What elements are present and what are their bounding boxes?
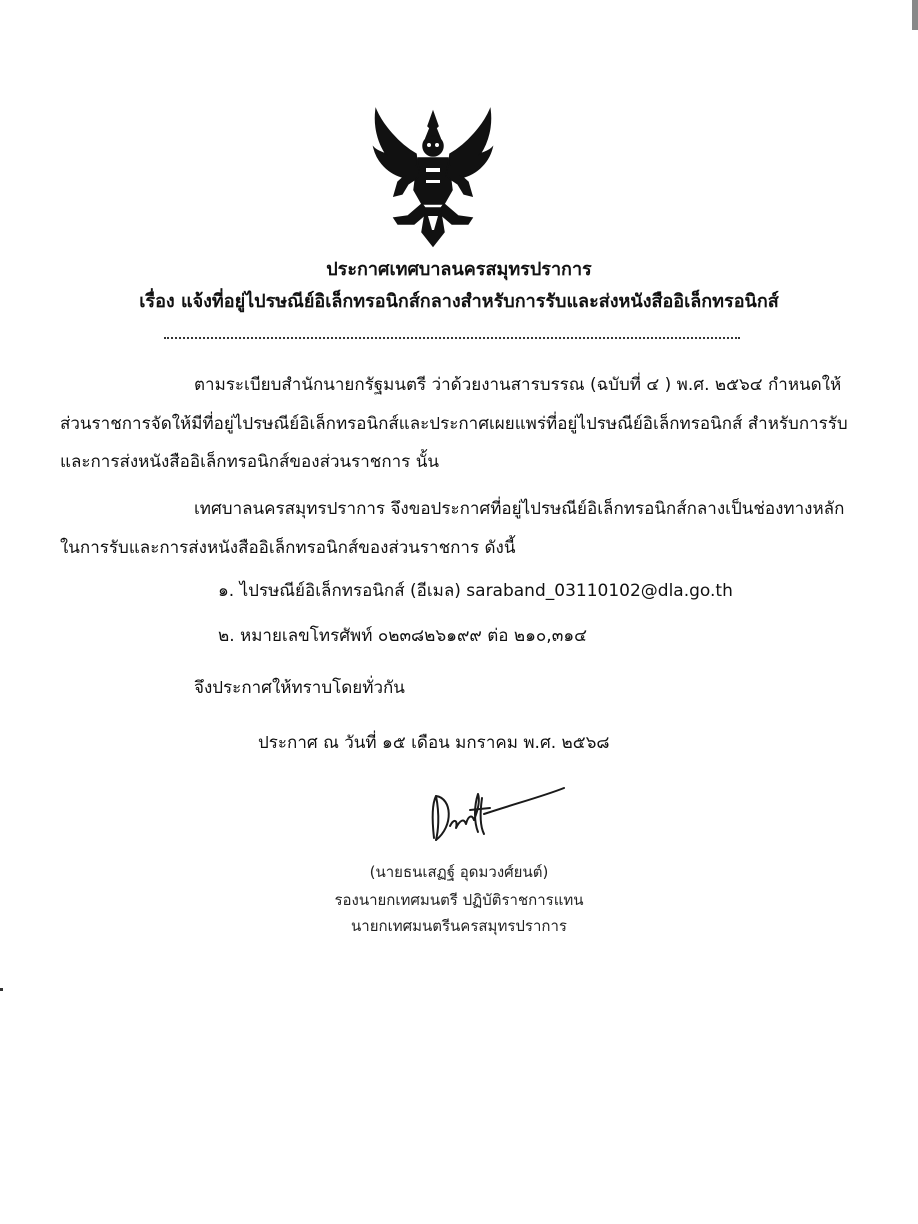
handwritten-signature — [424, 786, 574, 856]
dotted-divider — [164, 337, 740, 339]
scan-edge-shadow — [912, 0, 918, 30]
announcement-title: ประกาศเทศบาลนครสมุทรปราการ — [326, 259, 592, 280]
paragraph-1-line-1: ตามระเบียบสำนักนายกรัฐมนตรี ว่าด้วยงานสารบรรณ (ฉบับที่ ๔ ) พ.ศ. ๒๕๖๔ กำหนดให้ — [194, 375, 842, 395]
paragraph-2-line-2: ในการรับและการส่งหนังสืออิเล็กทรอนิกส์ของส่วนราชการ ดังนี้ — [60, 538, 516, 558]
subject-line: เรื่อง แจ้งที่อยู่ไปรษณีย์อิเล็กทรอนิกส์กลางสำหรับการรับและส่งหนังสืออิเล็กทรอนิกส์ — [139, 291, 779, 312]
closing-statement: จึงประกาศให้ทราบโดยทั่วกัน — [194, 678, 405, 698]
contact-item-phone: ๒. หมายเลขโทรศัพท์ ๐๒๓๘๒๖๑๙๙ ต่อ ๒๑๐,๓๑๔ — [218, 626, 587, 646]
signatory-name: (นายธนเสฏฐ์ อุดมวงศ์ยนต์) — [369, 863, 549, 881]
signatory-position: รองนายกเทศมนตรี ปฏิบัติราชการแทน — [334, 891, 584, 909]
garuda-emblem-icon — [368, 104, 498, 250]
signatory-on-behalf: นายกเทศมนตรีนครสมุทรปราการ — [351, 917, 567, 935]
paragraph-1-line-3: และการส่งหนังสืออิเล็กทรอนิกส์ของส่วนราชการ นั้น — [60, 452, 439, 472]
announcement-date: ประกาศ ณ วันที่ ๑๕ เดือน มกราคม พ.ศ. ๒๕๖๘ — [258, 733, 610, 753]
paragraph-1-line-2: ส่วนราชการจัดให้มีที่อยู่ไปรษณีย์อิเล็กทรอนิกส์และประกาศเผยแพร่ที่อยู่ไปรษณีย์อิเล็กทรอนิกส์ สำหรับการรับ — [60, 414, 848, 434]
scan-speck — [0, 988, 3, 991]
paragraph-2-line-1: เทศบาลนครสมุทรปราการ จึงขอประกาศที่อยู่ไปรษณีย์อิเล็กทรอนิกส์กลางเป็นช่องทางหลัก — [194, 499, 845, 519]
contact-item-email: ๑. ไปรษณีย์อิเล็กทรอนิกส์ (อีเมล) saraband_03110102@dla.go.th — [218, 581, 733, 601]
